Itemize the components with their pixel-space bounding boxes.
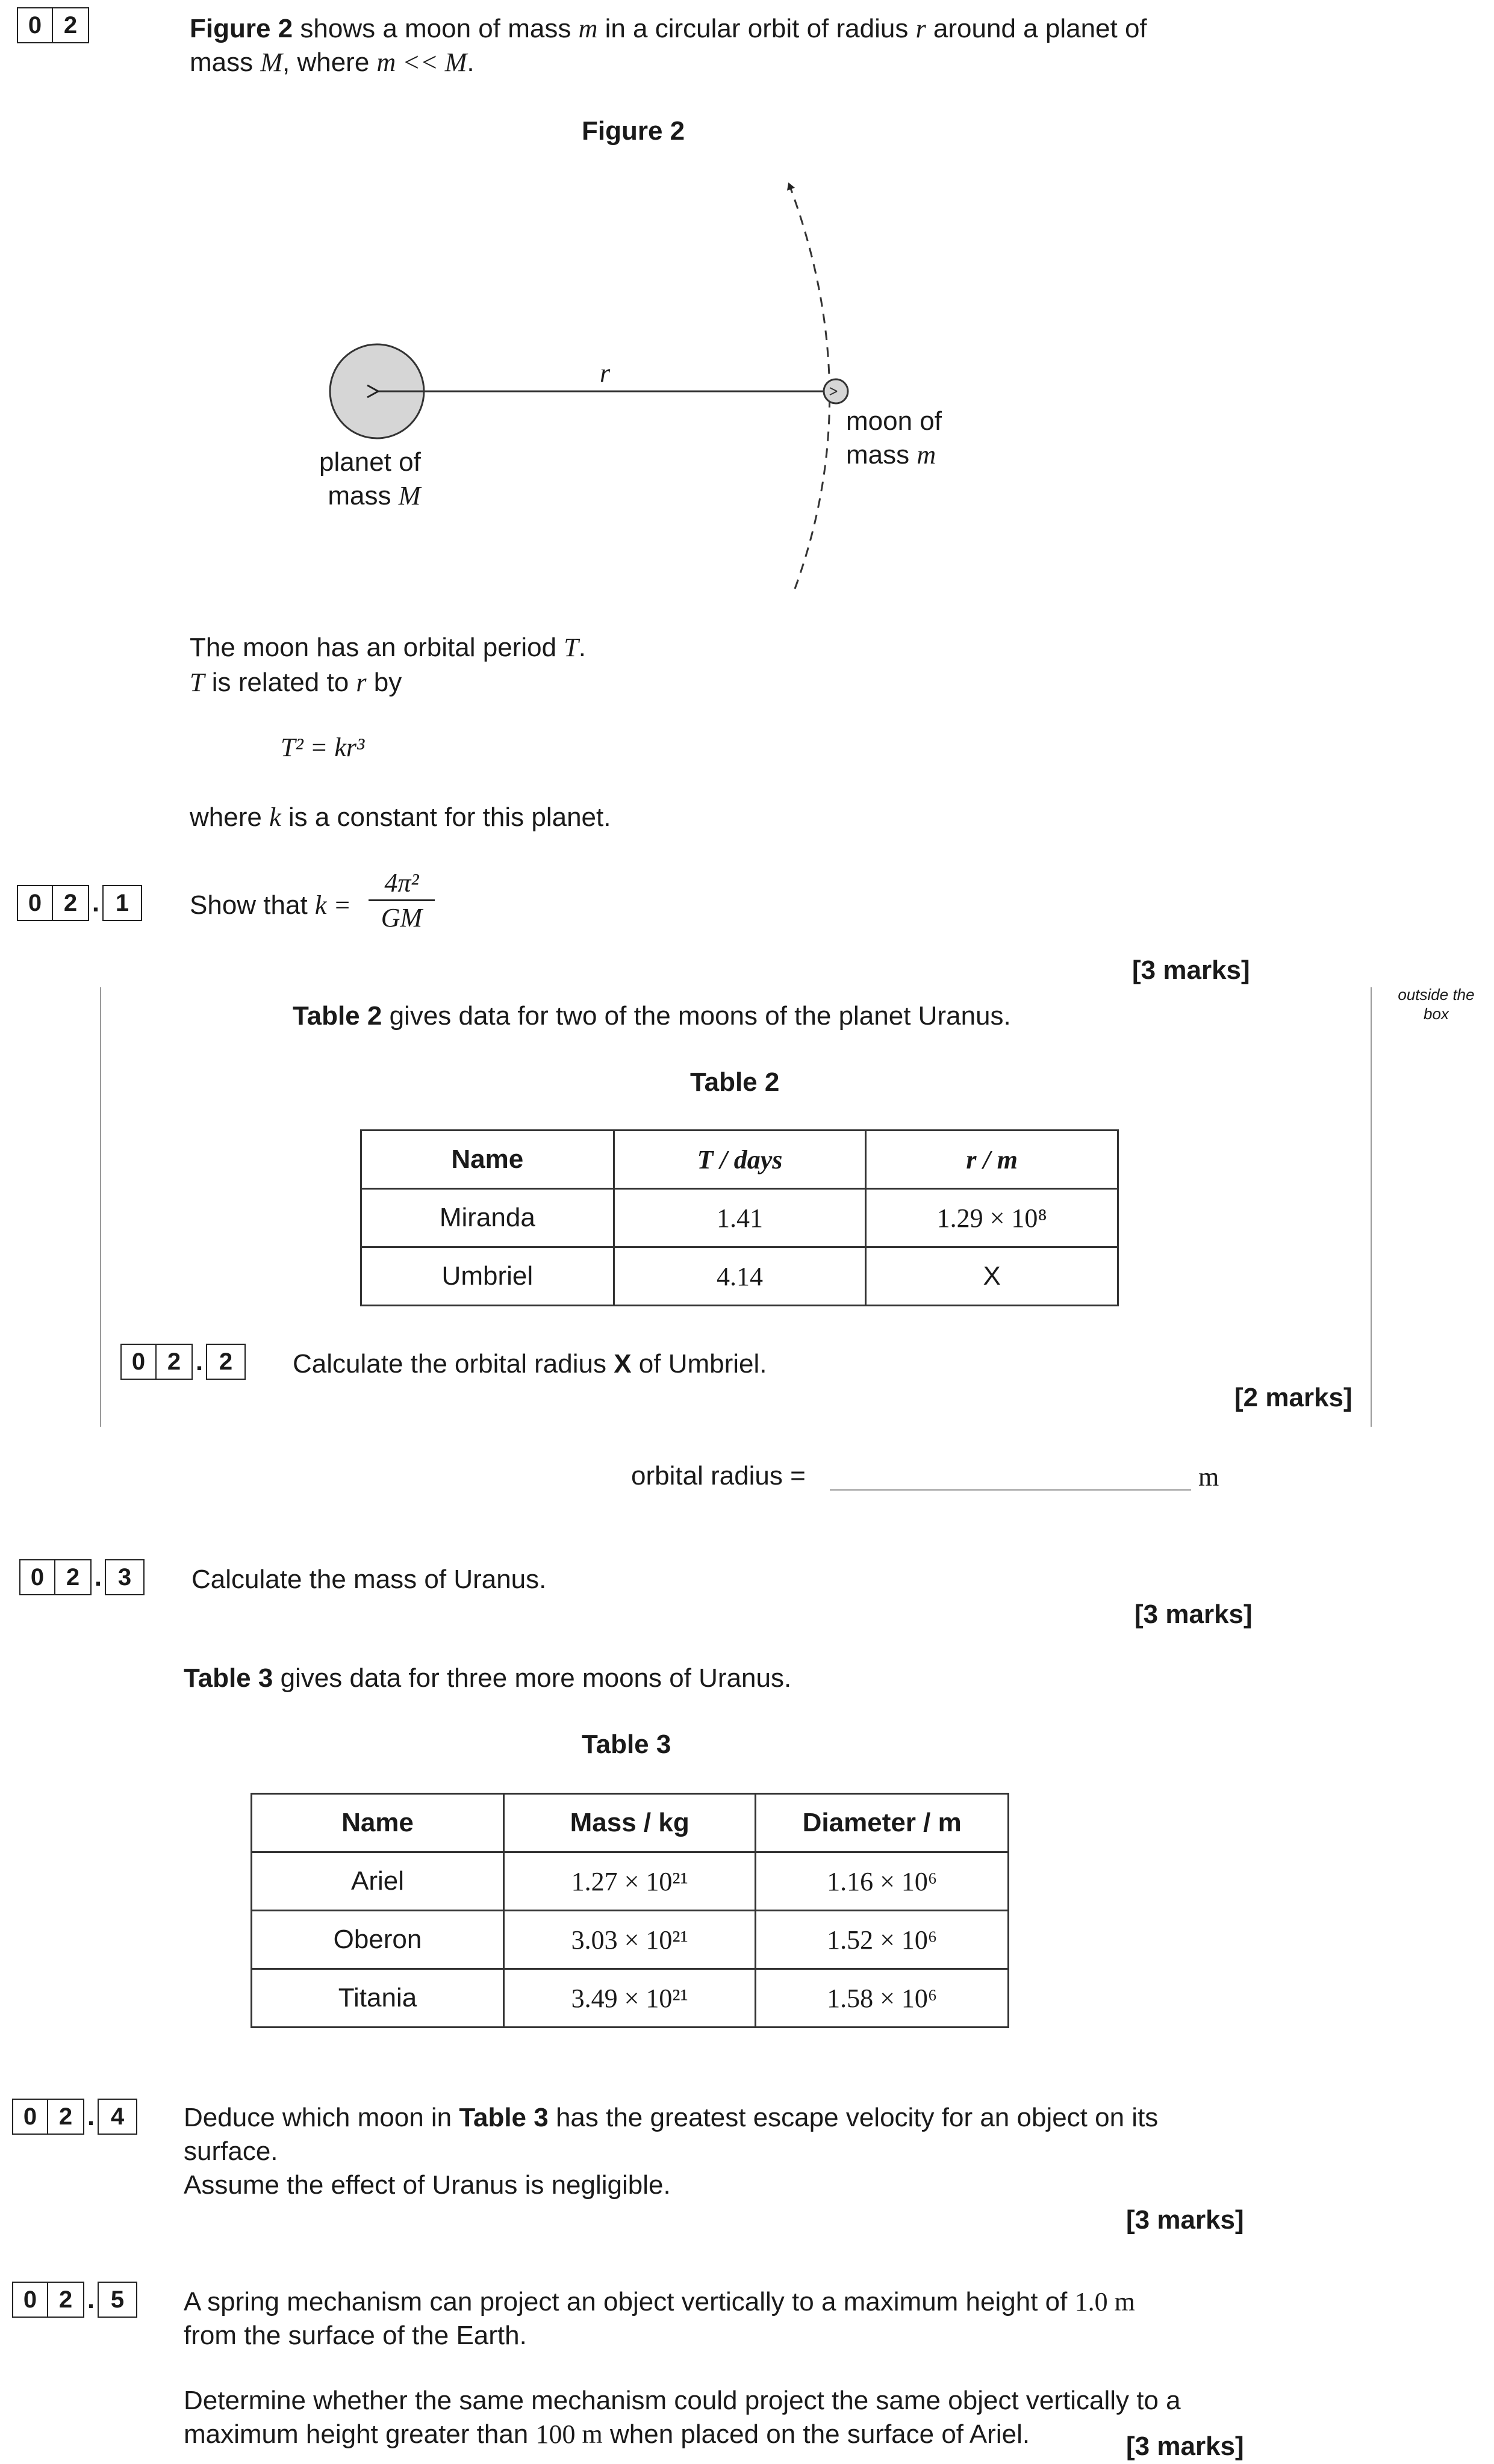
q2-5-line4: maximum height greater than 100 m when placed on the surface of Ariel. [184, 2419, 1030, 2449]
show-that-prompt: Show that k = [190, 890, 352, 920]
header-radius: r / m [866, 1131, 1118, 1189]
marks-02-1: [3 marks] [1132, 955, 1250, 985]
question-number-02-5: 0 2 . 5 [12, 2282, 137, 2318]
digit: 2 [53, 885, 89, 921]
digit: 0 [12, 2099, 48, 2135]
digit: 2 [55, 1559, 92, 1595]
question-number-02 [17, 7, 89, 43]
orbital-radius-answer-line[interactable] [830, 1489, 1191, 1491]
digit: 0 [120, 1344, 157, 1380]
table-row: Oberon 3.03 × 10²¹ 1.52 × 10⁶ [252, 1911, 1009, 1969]
outside-box-note: outside the box [1398, 985, 1475, 1023]
digit: 2 [48, 2099, 84, 2135]
header-name: Name [252, 1794, 504, 1852]
orbital-radius-unit: m [1198, 1462, 1219, 1492]
figure-title: Figure 2 [582, 116, 685, 146]
radius-label: r [600, 358, 611, 388]
marks-02-5: [3 marks] [1126, 2431, 1244, 2461]
digit: 0 [17, 7, 53, 43]
digit: 2 [53, 7, 89, 43]
figure-ref: Figure 2 [190, 14, 293, 43]
planet-label: planet of mass M [319, 447, 421, 510]
header-diameter: Diameter / m [756, 1794, 1009, 1852]
q2-4-line1: Deduce which moon in Table 3 has the greatest escape velocity for an object on its [184, 2103, 1159, 2132]
table-row: Miranda 1.41 1.29 × 10⁸ [361, 1189, 1118, 1247]
digit: 4 [98, 2099, 137, 2135]
period-equation: T² = kr³ [281, 733, 365, 762]
table-header-row [252, 1794, 1009, 1852]
q2-2-prompt: Calculate the orbital radius X of Umbriel. [293, 1349, 767, 1379]
question-number-02-4: 0 2 . 4 [12, 2099, 137, 2135]
answer-box-right-rule [1371, 987, 1372, 1427]
question-number-02-1: 0 2 . 1 [17, 885, 142, 921]
q2-5-line2: from the surface of the Earth. [184, 2321, 527, 2350]
header-name: Name [361, 1131, 614, 1189]
question-intro-line1: Figure 2 shows a moon of mass m in a circular orbit of radius r around a planet of [190, 14, 1147, 43]
q2-4-line2: surface. [184, 2137, 278, 2166]
orbit-path [789, 184, 830, 589]
answer-box-left-rule [100, 987, 101, 1427]
fraction: 4π² GM [369, 867, 435, 935]
question-number-02-2: 0 2 . 2 [120, 1344, 246, 1380]
q2-5-line1: A spring mechanism can project an object vertically to a maximum height of 1.0 m [184, 2287, 1135, 2317]
header-mass: Mass / kg [503, 1794, 755, 1852]
digit: 0 [12, 2282, 48, 2318]
digit: 1 [102, 885, 142, 921]
period-line3: where k is a constant for this planet. [190, 802, 611, 832]
table3 [251, 1793, 1009, 2028]
table2 [360, 1129, 1119, 1306]
table-row: Ariel 1.27 × 10²¹ 1.16 × 10⁶ [252, 1852, 1009, 1911]
period-line1: The moon has an orbital period T. [190, 633, 586, 662]
question-number-02-3: 0 2 . 3 [19, 1559, 145, 1595]
period-line2: T is related to r by [190, 668, 402, 697]
marks-02-2: [2 marks] [1234, 1383, 1352, 1412]
digit: 2 [206, 1344, 246, 1380]
table2-title: Table 2 [690, 1067, 780, 1097]
table-row: Umbriel 4.14 X [361, 1247, 1118, 1306]
moon-label: moon of mass m [846, 406, 942, 470]
table3-intro: Table 3 gives data for three more moons of Uranus. [184, 1663, 792, 1693]
digit: 5 [98, 2282, 137, 2318]
table3-title: Table 3 [582, 1730, 671, 1759]
digit: 2 [48, 2282, 84, 2318]
digit: 3 [105, 1559, 145, 1595]
header-period: T / days [614, 1131, 866, 1189]
orbital-radius-label: orbital radius = [631, 1461, 806, 1491]
digit: 0 [17, 885, 53, 921]
table-header-row [361, 1131, 1118, 1189]
marks-02-4: [3 marks] [1126, 2205, 1244, 2235]
q2-5-line3: Determine whether the same mechanism could project the same object vertically to a [184, 2386, 1181, 2415]
marks-02-3: [3 marks] [1135, 1600, 1253, 1629]
digit: 0 [19, 1559, 55, 1595]
digit: 2 [157, 1344, 193, 1380]
orbit-diagram [0, 169, 1024, 602]
question-intro-line2: mass M, where m << M. [190, 48, 475, 77]
q2-4-line3: Assume the effect of Uranus is negligible. [184, 2170, 671, 2200]
table-row: Titania 3.49 × 10²¹ 1.58 × 10⁶ [252, 1969, 1009, 2028]
q2-3-prompt: Calculate the mass of Uranus. [191, 1565, 547, 1594]
table2-intro: Table 2 gives data for two of the moons of the planet Uranus. [293, 1001, 1011, 1031]
